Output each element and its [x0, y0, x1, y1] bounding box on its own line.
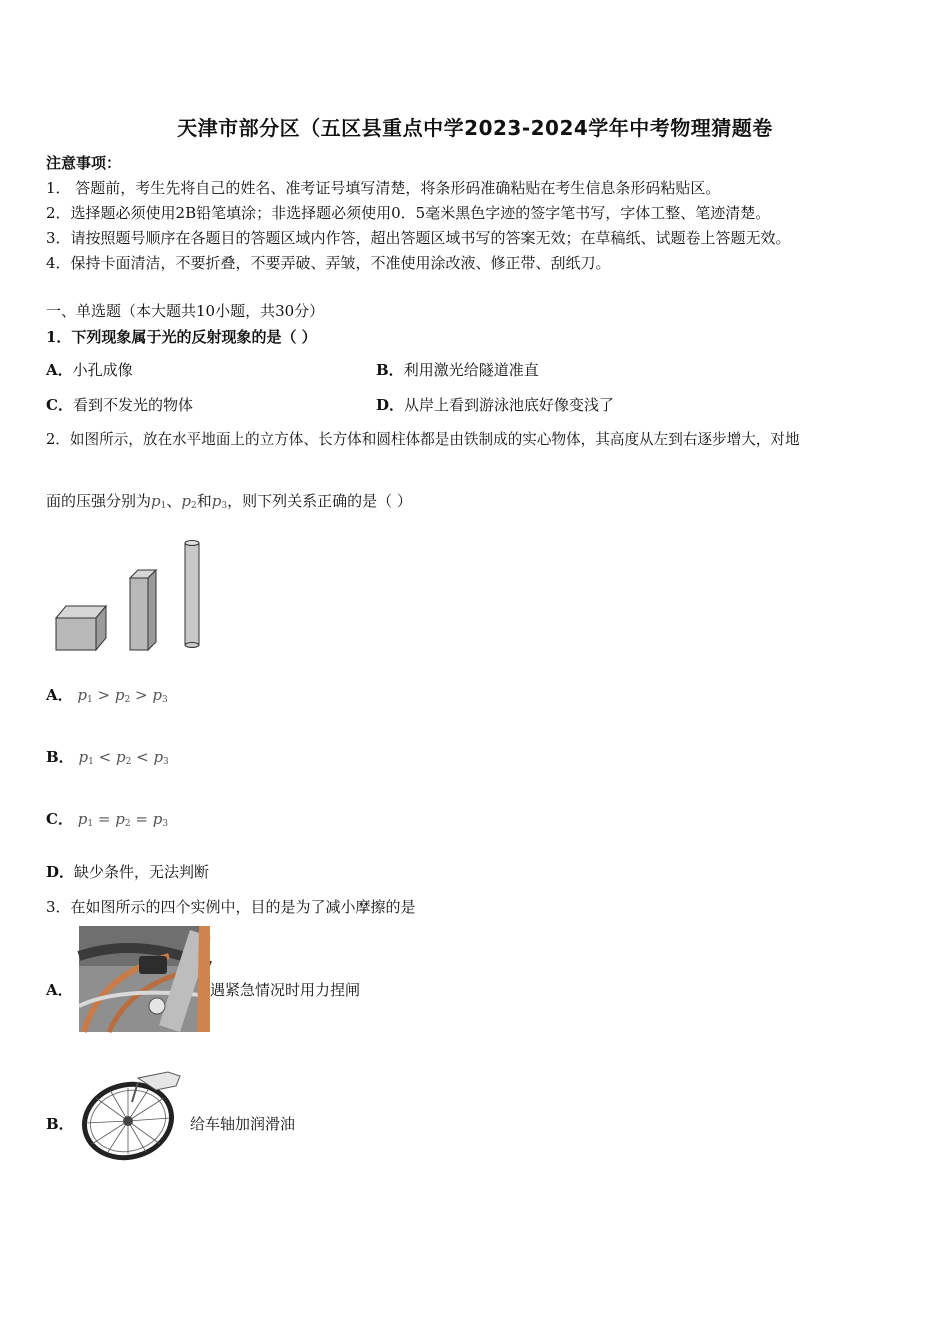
- q3-option-b-label[interactable]: B．: [46, 1115, 74, 1133]
- q2-stem-text-c: 和: [196, 492, 212, 510]
- q1-option-c[interactable]: [46, 394, 193, 415]
- q2-option-c[interactable]: [46, 808, 168, 829]
- q2-option-b-label: B．: [46, 748, 74, 766]
- notice-item-1: 1． 答题前，考生先将自己的姓名、准考证号填写清楚，将条形码准确粘贴在考生信息条形码粘贴区。: [46, 179, 721, 197]
- q2-option-b[interactable]: [46, 746, 169, 767]
- q1-option-b[interactable]: [376, 359, 539, 380]
- q2-option-a-label: A．: [46, 686, 73, 704]
- q3-option-a-text: 遇紧急情况时用力捏闸: [210, 981, 361, 999]
- q2-figure-solids: [50, 538, 220, 653]
- q1-stem: 1．下列现象属于光的反射现象的是（ ）: [46, 328, 317, 346]
- q1-option-c-label: C．: [46, 396, 73, 414]
- symbol-p1: $p_1$: [151, 492, 167, 511]
- q2-option-d-text: 缺少条件，无法判断: [74, 863, 210, 881]
- q1-option-d[interactable]: [376, 394, 614, 415]
- section-heading: 一、单选题（本大题共10小题，共30分）: [46, 302, 325, 320]
- q3-option-a-label[interactable]: A．: [46, 981, 73, 999]
- q1-option-d-text: 从岸上看到游泳池底好像变浅了: [404, 396, 615, 414]
- cube-shape: [56, 606, 106, 650]
- notice-item-4: 4．保持卡面清洁，不要折叠，不要弄破、弄皱，不准使用涂改液、修正带、刮纸刀。: [46, 254, 611, 272]
- q2-stem-line2: [46, 490, 412, 511]
- q3-stem: 3．在如图所示的四个实例中，目的是为了减小摩擦的是: [46, 898, 416, 916]
- q2-stem-text-d: ，则下列关系正确的是（ ）: [227, 492, 412, 510]
- q1-option-b-label: B．: [376, 361, 404, 379]
- q3-option-a-photo-brake: [79, 926, 210, 1032]
- q2-option-a[interactable]: [46, 684, 168, 705]
- page-title: 天津市部分区（五区县重点中学2023-2024学年中考物理猜题卷: [177, 116, 773, 140]
- q2-option-d[interactable]: [46, 861, 209, 882]
- notice-item-3: 3．请按照题号顺序在各题目的答题区域内作答，超出答题区域书写的答案无效；在草稿纸、试题卷上答题无效。: [46, 229, 791, 247]
- notice-item-2: 2．选择题必须使用2B铅笔填涂；非选择题必须使用0．5毫米黑色字迹的签字笔书写，字体工整、笔迹清楚。: [46, 204, 771, 222]
- q1-option-d-label: D．: [376, 396, 405, 414]
- q2-option-c-formula: $p_1 = p_2 = p_3$: [77, 810, 169, 829]
- q1-option-a[interactable]: [46, 359, 133, 380]
- notice-heading: 注意事项：: [46, 154, 122, 172]
- symbol-p2: $p_2$: [181, 492, 197, 511]
- q1-option-c-text: 看到不发光的物体: [72, 396, 193, 414]
- cylinder-shape: [185, 541, 199, 648]
- q2-option-b-formula: $p_1 < p_2 < p_3$: [78, 748, 169, 767]
- symbol-p3: $p_3$: [211, 492, 228, 511]
- q1-option-a-text: 小孔成像: [72, 361, 133, 379]
- q2-option-d-label: D．: [46, 863, 75, 881]
- q2-stem-line1: 2．如图所示，放在水平地面上的立方体、长方体和圆柱体都是由铁制成的实心物体，其高度从左到右逐步增大，对地: [46, 431, 800, 448]
- q2-stem-text-a: 面的压强分别为: [46, 492, 152, 510]
- q3-option-b-text: 给车轴加润滑油: [190, 1115, 296, 1133]
- q1-option-a-label: A．: [46, 361, 73, 379]
- cuboid-shape: [130, 570, 156, 650]
- q2-option-a-formula: $p_1 > p_2 > p_3$: [77, 686, 168, 705]
- q2-stem-text-b: 、: [166, 492, 182, 510]
- q1-option-b-text: 利用激光给隧道准直: [403, 361, 539, 379]
- q2-option-c-label: C．: [46, 810, 73, 828]
- q3-option-b-photo-wheel: [76, 1068, 188, 1158]
